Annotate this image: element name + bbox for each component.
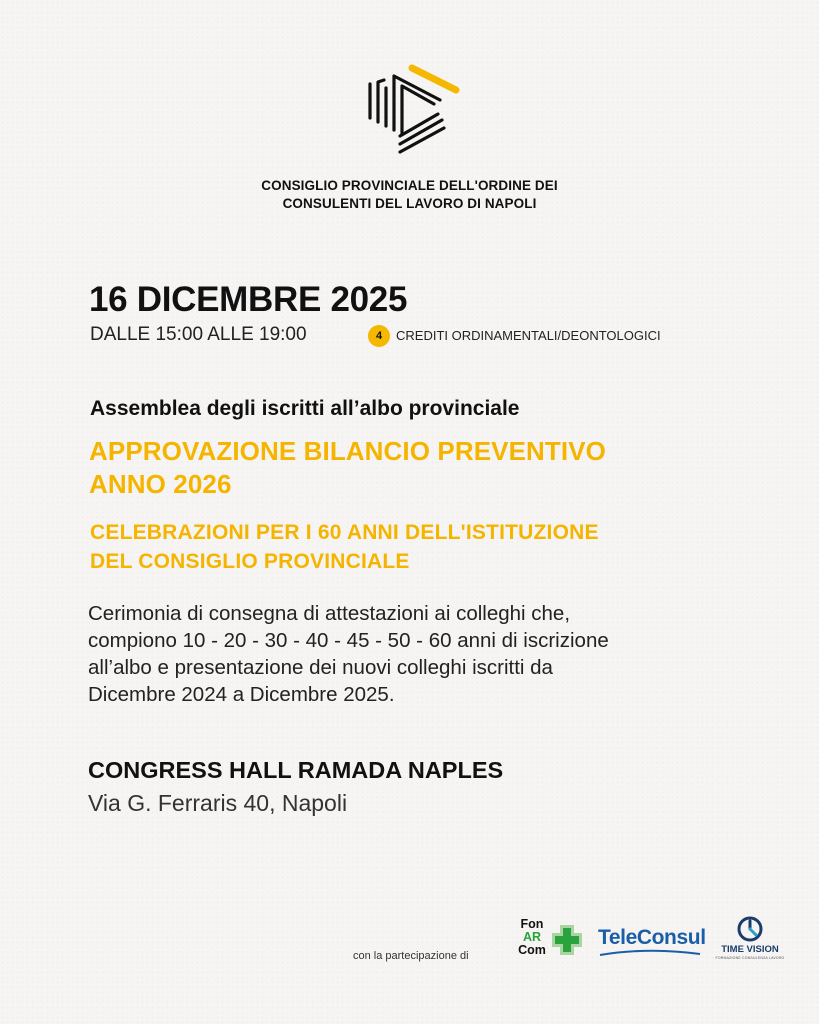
stacked-lines-triangle-icon	[364, 60, 460, 160]
timevision-tagline: FORMAZIONE CONSULENZA LAVORO	[715, 956, 785, 960]
description-line: all’albo e presentazione dei nuovi colleghi iscritti da	[88, 656, 553, 679]
teleconsul-swoosh-icon	[598, 949, 702, 959]
fonarcom-line1: Fon	[520, 917, 544, 931]
fonarcom-logo	[512, 918, 584, 962]
clock-icon	[736, 915, 764, 943]
celebration-title-line2: DEL CONSIGLIO PROVINCIALE	[90, 550, 410, 573]
description-line: Dicembre 2024 a Dicembre 2025.	[88, 683, 395, 706]
credits-count-badge: 4	[368, 325, 390, 347]
organization-logo	[364, 60, 460, 160]
timevision-name: TIME VISION	[721, 944, 779, 955]
description-line: Cerimonia di consegna di attestazioni ai colleghi che,	[88, 602, 571, 625]
event-date: 16 DICEMBRE 2025	[89, 280, 408, 319]
fonarcom-line3: Com	[518, 943, 546, 957]
assembly-heading: Assemblea degli iscritti all’albo provinciale	[90, 397, 520, 420]
event-time: DALLE 15:00 ALLE 19:00	[90, 324, 307, 345]
participation-label: con la partecipazione di	[353, 950, 469, 962]
organization-name-line1: CONSIGLIO PROVINCIALE DELL'ORDINE DEI	[261, 178, 558, 193]
venue-name: CONGRESS HALL RAMADA NAPLES	[88, 757, 504, 783]
organization-name-line2: CONSULENTI DEL LAVORO DI NAPOLI	[282, 196, 537, 211]
fonarcom-wordmark	[512, 918, 552, 957]
green-cross-icon	[552, 923, 584, 957]
venue-address: Via G. Ferraris 40, Napoli	[88, 790, 348, 816]
credits-label: CREDITI ORDINAMENTALI/DEONTOLOGICI	[396, 328, 661, 343]
description-line: compiono 10 - 20 - 30 - 40 - 45 - 50 - 60 anni di iscrizione	[88, 629, 609, 652]
approval-title-line1: APPROVAZIONE BILANCIO PREVENTIVO	[89, 436, 606, 466]
celebration-title-line1: CELEBRAZIONI PER I 60 ANNI DELL'ISTITUZIONE	[90, 521, 599, 544]
teleconsul-logo: TeleConsul	[598, 926, 706, 949]
fonarcom-line2: AR	[522, 930, 542, 944]
approval-title-line2: ANNO 2026	[89, 469, 232, 499]
